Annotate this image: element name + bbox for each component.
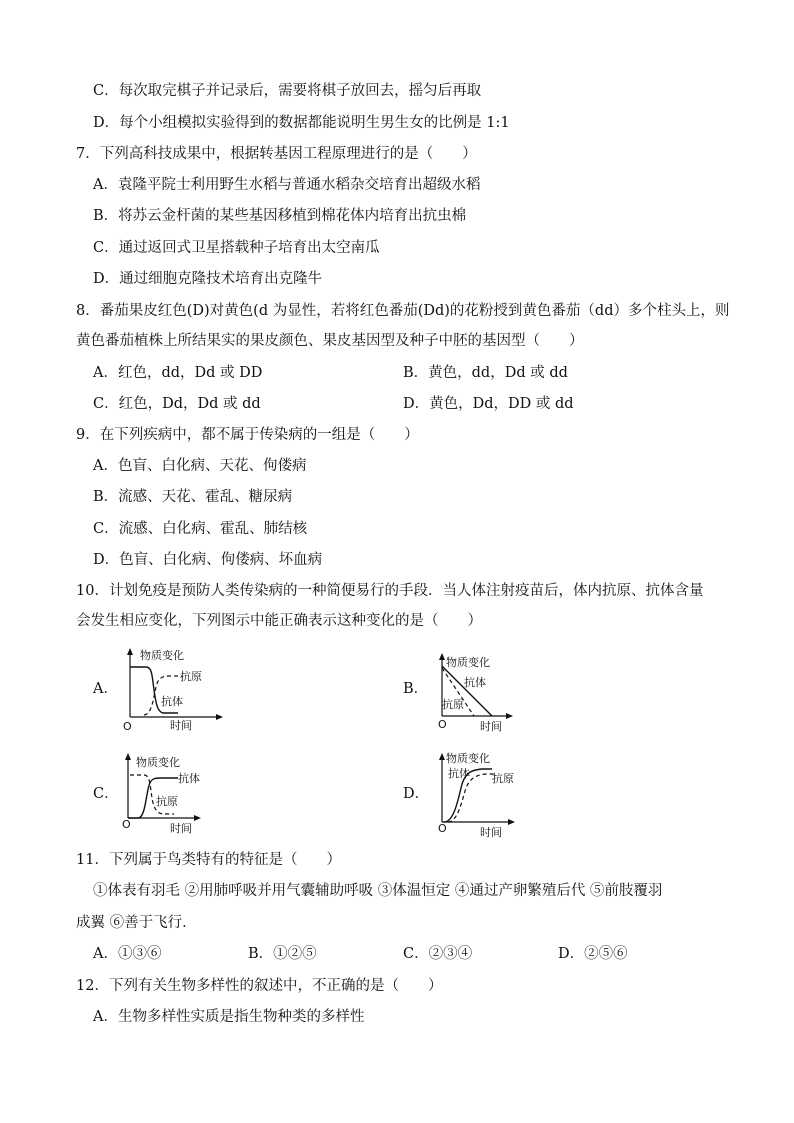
graph-d-x-arrow	[508, 819, 515, 825]
q11-items-line2: 成翼 ⑥善于飞行．	[76, 915, 197, 931]
graph-c-origin: O	[122, 818, 131, 831]
q12-stem: 12．下列有关生物多样性的叙述中，不正确的是（ ）	[76, 978, 443, 994]
q8-stem-line1: 8．番茄果皮红色(D)对黄色(d 为显性，若将红色番茄(Dd)的花粉授到黄色番茄（dd）多个柱头上，则	[76, 303, 730, 319]
q10-option-a-label: A．	[93, 681, 118, 697]
graph-a-antibody-label: 抗体	[161, 695, 183, 708]
q8-option-a: A．红色，dd，Dd 或 DD	[93, 365, 263, 381]
q10-graph-d	[430, 750, 550, 840]
q11-option-b: B．①②⑤	[248, 946, 317, 962]
graph-d-antigen-label: 抗原	[492, 772, 514, 785]
graph-c-x-arrow	[194, 815, 201, 821]
graph-a-x-arrow	[216, 714, 223, 720]
graph-c-antigen-label: 抗原	[156, 795, 178, 808]
graph-b-x-label: 时间	[480, 720, 502, 733]
graph-b-antigen-label: 抗原	[442, 698, 464, 711]
q7-stem: 7．下列高科技成果中，根据转基因工程原理进行的是（ ）	[76, 146, 477, 162]
graph-a-antigen-label: 抗原	[180, 670, 202, 683]
q11-option-d: D．②⑤⑥	[558, 946, 628, 962]
graph-b-origin: O	[438, 718, 447, 731]
q9-option-a: A．色盲、白化病、天花、佝偻病	[93, 458, 307, 474]
graph-b-x-arrow	[506, 713, 513, 719]
q8-option-b: B．黄色，dd，Dd 或 dd	[403, 365, 568, 381]
graph-c-antibody-label: 抗体	[178, 772, 200, 785]
q8-stem-line2: 黄色番茄植株上所结果实的果皮颜色、果皮基因型及种子中胚的基因型（ ）	[76, 333, 584, 349]
q7-option-a: A．袁隆平院士利用野生水稻与普通水稻杂交培育出超级水稻	[93, 177, 481, 193]
q7-option-c: C．通过返回式卫星搭载种子培育出太空南瓜	[93, 240, 380, 256]
q8-option-c: C．红色，Dd，Dd 或 dd	[93, 396, 261, 412]
graph-a-y-arrow	[127, 648, 133, 655]
q10-option-b-label: B．	[403, 681, 429, 697]
graph-b-antibody-label: 抗体	[464, 676, 486, 689]
graph-a-origin: O	[123, 720, 132, 733]
q11-stem: 11．下列属于鸟类特有的特征是（ ）	[76, 852, 341, 868]
q9-option-b: B．流感、天花、霍乱、糖尿病	[93, 489, 293, 505]
graph-c-y-arrow	[125, 753, 131, 760]
q10-stem-line1: 10．计划免疫是预防人类传染病的一种简便易行的手段．当人体注射疫苗后，体内抗原、抗体含量	[76, 583, 704, 599]
q10-graph-c	[118, 750, 228, 840]
graph-d-origin: O	[438, 822, 447, 835]
q10-option-d-label: D．	[403, 786, 430, 802]
graph-d-y-label: 物质变化	[446, 752, 490, 765]
graph-c-x-label: 时间	[170, 822, 192, 835]
q7-option-d: D．通过细胞克隆技术培育出克隆牛	[93, 271, 323, 287]
q11-option-c: C．②③④	[403, 946, 473, 962]
q10-graph-b	[430, 650, 540, 740]
q6-option-c: C．每次取完棋子并记录后，需要将棋子放回去，摇匀后再取	[93, 83, 482, 99]
q10-option-c-label: C．	[93, 786, 119, 802]
q6-option-d: D．每个小组模拟实验得到的数据都能说明生男生女的比例是 1:1	[93, 115, 510, 131]
graph-a-y-label: 物质变化	[140, 649, 184, 662]
q11-items-line1: ①体表有羽毛 ②用肺呼吸并用气囊辅助呼吸 ③体温恒定 ④通过产卵繁殖后代 ⑤前肢覆羽	[93, 883, 663, 899]
q10-stem-line2: 会发生相应变化，下列图示中能正确表示这种变化的是（ ）	[76, 613, 482, 629]
q10-graph-a	[118, 645, 228, 735]
graph-d-antigen-curve	[448, 774, 496, 822]
q9-stem: 9．在下列疾病中，都不属于传染病的一组是（ ）	[76, 427, 419, 443]
q8-option-d: D．黄色，Dd，DD 或 dd	[403, 396, 574, 412]
q11-option-a: A．①③⑥	[93, 946, 162, 962]
graph-d-y-arrow	[439, 753, 445, 760]
graph-c-y-label: 物质变化	[136, 756, 180, 769]
q7-option-b: B．将苏云金杆菌的某些基因移植到棉花体内培育出抗虫棉	[93, 208, 467, 224]
graph-b-y-label: 物质变化	[446, 656, 490, 669]
q9-option-d: D．色盲、白化病、佝偻病、坏血病	[93, 552, 323, 568]
q9-option-c: C．流感、白化病、霍乱、肺结核	[93, 521, 308, 537]
q12-option-a: A．生物多样性实质是指生物种类的多样性	[93, 1009, 365, 1025]
graph-d-antibody-label: 抗体	[448, 767, 470, 780]
graph-d-x-label: 时间	[480, 826, 502, 839]
graph-b-y-arrow	[439, 653, 445, 660]
graph-a-x-label: 时间	[170, 719, 192, 732]
